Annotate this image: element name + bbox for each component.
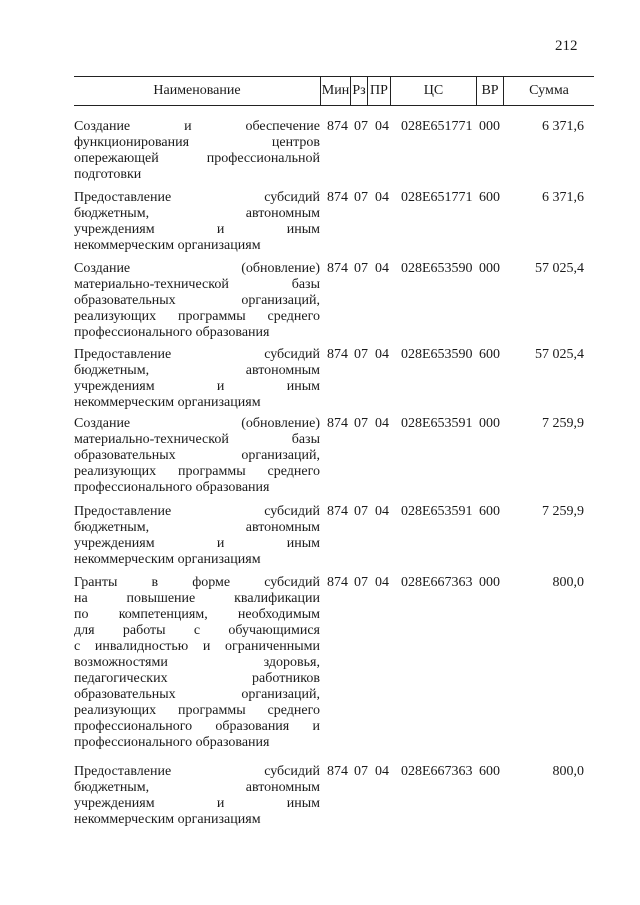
row-vr: 600: [479, 764, 500, 779]
row-pr: 04: [375, 190, 389, 205]
row-min: 874: [327, 347, 348, 362]
row-name: [74, 119, 320, 183]
row-name: [74, 764, 320, 828]
row-vr: 600: [479, 504, 500, 519]
row-vr: 000: [479, 261, 500, 276]
row-name-line: реализующих программы среднего: [74, 703, 320, 718]
row-pr: 04: [375, 764, 389, 779]
row-sum: 6 371,6: [542, 190, 584, 205]
row-sum: 800,0: [552, 575, 584, 590]
header-vr: ВР: [477, 77, 504, 105]
row-rz: 07: [354, 764, 368, 779]
row-vr: 000: [479, 575, 500, 590]
row-name-line: учреждениям и иным: [74, 379, 320, 394]
row-sum: 7 259,9: [542, 504, 584, 519]
table-header: [74, 76, 594, 106]
row-name-line: Создание (обновление): [74, 261, 320, 276]
row-name-line: материально-технической базы: [74, 432, 320, 447]
row-name-line: подготовки: [74, 167, 142, 182]
row-sum: 57 025,4: [535, 261, 584, 276]
row-cs: 028E667363: [401, 575, 473, 590]
header-sum: Сумма: [529, 83, 569, 98]
row-name-line: Предоставление субсидий: [74, 764, 320, 779]
row-name: [74, 261, 320, 341]
row-name-line: возможностями здоровья,: [74, 655, 320, 670]
row-min: 874: [327, 261, 348, 276]
header-pr: ПР: [368, 77, 391, 105]
row-name-line: бюджетным, автономным: [74, 206, 320, 221]
row-cs: 028E653591: [401, 504, 473, 519]
row-name-line: Предоставление субсидий: [74, 504, 320, 519]
row-min: 874: [327, 575, 348, 590]
row-name-line: материально-технической базы: [74, 277, 320, 292]
row-vr: 000: [479, 416, 500, 431]
row-name-line: бюджетным, автономным: [74, 363, 320, 378]
row-name: [74, 190, 320, 254]
row-name-line: профессионального образования: [74, 735, 270, 750]
row-cs: 028E653590: [401, 261, 473, 276]
header-cs: ЦС: [391, 77, 477, 105]
row-cs: 028E651771: [401, 190, 473, 205]
row-sum: 7 259,9: [542, 416, 584, 431]
row-pr: 04: [375, 119, 389, 134]
row-pr: 04: [375, 575, 389, 590]
row-name-line: профессионального образования: [74, 480, 270, 495]
row-name-line: бюджетным, автономным: [74, 780, 320, 795]
row-pr: 04: [375, 347, 389, 362]
row-name-line: некоммерческим организациям: [74, 238, 261, 253]
row-pr: 04: [375, 261, 389, 276]
row-name-line: Предоставление субсидий: [74, 190, 320, 205]
row-rz: 07: [354, 261, 368, 276]
row-name-line: некоммерческим организациям: [74, 395, 261, 410]
header-name: Наименование: [74, 77, 321, 105]
row-rz: 07: [354, 416, 368, 431]
row-name-line: опережающей профессиональной: [74, 151, 320, 166]
row-pr: 04: [375, 416, 389, 431]
row-name-line: реализующих программы среднего: [74, 309, 320, 324]
row-min: 874: [327, 190, 348, 205]
row-min: 874: [327, 764, 348, 779]
row-name-line: бюджетным, автономным: [74, 520, 320, 535]
row-name-line: образовательных организаций,: [74, 448, 320, 463]
page-number: 212: [555, 38, 578, 54]
row-name-line: для работы с обучающимися: [74, 623, 320, 638]
row-min: 874: [327, 119, 348, 134]
row-rz: 07: [354, 347, 368, 362]
row-name: [74, 504, 320, 568]
row-name-line: Создание и обеспечение: [74, 119, 320, 134]
row-vr: 600: [479, 347, 500, 362]
row-name: [74, 575, 320, 751]
row-cs: 028E651771: [401, 119, 473, 134]
row-name-line: некоммерческим организациям: [74, 812, 261, 827]
header-rz: Рз: [351, 77, 368, 105]
row-name-line: учреждениям и иным: [74, 796, 320, 811]
row-sum: 6 371,6: [542, 119, 584, 134]
row-cs: 028E653590: [401, 347, 473, 362]
row-name-line: функционирования центров: [74, 135, 320, 150]
row-pr: 04: [375, 504, 389, 519]
row-name-line: Гранты в форме субсидий: [74, 575, 320, 590]
row-name-line: профессионального образования и: [74, 719, 320, 734]
row-name-line: Предоставление субсидий: [74, 347, 320, 362]
row-name-line: реализующих программы среднего: [74, 464, 320, 479]
row-cs: 028E667363: [401, 764, 473, 779]
row-name-line: по компетенциям, необходимым: [74, 607, 320, 622]
row-rz: 07: [354, 119, 368, 134]
row-sum: 800,0: [552, 764, 584, 779]
row-name-line: образовательных организаций,: [74, 687, 320, 702]
row-cs: 028E653591: [401, 416, 473, 431]
row-name: [74, 416, 320, 496]
row-name-line: на повышение квалификации: [74, 591, 320, 606]
row-name-line: педагогических работников: [74, 671, 320, 686]
row-name-line: профессионального образования: [74, 325, 270, 340]
row-vr: 000: [479, 119, 500, 134]
row-name-line: учреждениям и иным: [74, 222, 320, 237]
row-name-line: с инвалидностью и ограниченными: [74, 639, 320, 654]
row-name-line: Создание (обновление): [74, 416, 320, 431]
row-name-line: некоммерческим организациям: [74, 552, 261, 567]
row-name-line: учреждениям и иным: [74, 536, 320, 551]
row-min: 874: [327, 504, 348, 519]
row-name: [74, 347, 320, 411]
row-vr: 600: [479, 190, 500, 205]
header-min: Мин: [321, 77, 351, 105]
row-rz: 07: [354, 190, 368, 205]
row-name-line: образовательных организаций,: [74, 293, 320, 308]
row-min: 874: [327, 416, 348, 431]
row-rz: 07: [354, 575, 368, 590]
row-rz: 07: [354, 504, 368, 519]
row-sum: 57 025,4: [535, 347, 584, 362]
